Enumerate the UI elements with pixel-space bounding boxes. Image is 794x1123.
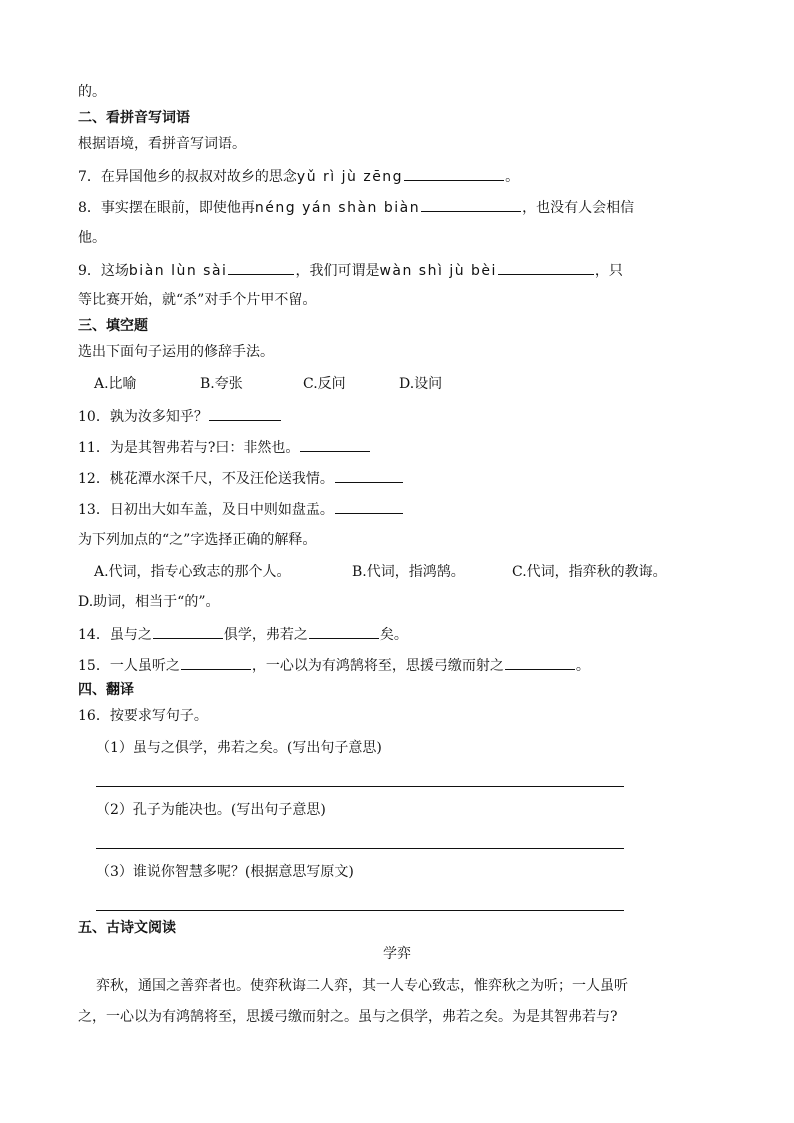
passage-line-1: 弈秋，通国之善弈者也。使弈秋诲二人弈，其一人专心致志，惟弈秋之为听；一人虽听 [96,978,628,994]
answer-blank[interactable] [228,260,294,275]
pinyin: biàn lùn sài [128,263,228,279]
question-12: 12．桃花潭水深千尺，不及汪伦送我情。 [78,468,404,489]
section-3-instruction-2: 为下列加点的“之”字选择正确的解释。 [78,532,317,548]
passage-title: 学弈 [383,946,411,962]
question-16: 16．按要求写句子。 [78,708,208,724]
question-9: 9．这场biàn lùn sài ，我们可谓是wàn shì jù bèi ，只 [78,260,623,281]
answer-line[interactable] [96,848,624,849]
answer-blank[interactable] [300,437,370,452]
answer-blank[interactable] [209,406,281,421]
sub-question-2: （2）孔子为能决也。(写出句子意思) [96,802,326,818]
section-3-title: 三、填空题 [78,318,148,334]
answer-blank[interactable] [335,499,403,514]
answer-line[interactable] [96,786,624,787]
sub-question-1: （1）虽与之俱学，弗若之矣。(写出句子意思) [96,740,382,756]
question-10: 10．孰为汝多知乎？ [78,406,282,427]
answer-line[interactable] [96,910,624,911]
answer-blank[interactable] [309,624,379,639]
options-zhi: A.代词，指专心致志的那个人。 B.代词，指鸿鹄。 C.代词，指弈秋的教诲。 [94,564,667,580]
options-rhetoric: A.比喻 B.夸张 C.反问 D.设问 [94,376,443,392]
section-3-instruction-1: 选出下面句子运用的修辞手法。 [78,344,274,360]
pinyin: wàn shì jù bèi [379,263,497,279]
question-11: 11．为是其智弗若与?曰：非然也。 [78,437,371,458]
question-7: 7．在异国他乡的叔叔对故乡的思念yǔ rì jù zēng 。 [78,166,519,187]
answer-blank[interactable] [421,197,521,212]
section-2-title: 二、看拼音写词语 [78,110,190,126]
question-15: 15．一人虽听之 ，一心以为有鸿鹄将至，思援弓缴而射之 。 [78,655,590,676]
question-9-cont: 等比赛开始，就“杀”对手个片甲不留。 [78,292,317,308]
question-13: 13．日初出大如车盖，及日中则如盘盂。 [78,499,404,520]
question-8-cont: 他。 [78,230,106,246]
answer-blank[interactable] [404,166,504,181]
top-fragment: 的。 [78,84,106,100]
answer-blank[interactable] [335,468,403,483]
question-8: 8．事实摆在眼前，即使他再néng yán shàn biàn ，也没有人会相信 [78,197,634,218]
section-5-title: 五、古诗文阅读 [78,920,176,936]
question-14: 14．虽与之 俱学，弗若之 矣。 [78,624,408,645]
option-d: D.助词，相当于“的”。 [78,594,220,610]
answer-blank[interactable] [498,260,594,275]
answer-blank[interactable] [153,624,223,639]
passage-line-2: 之，一心以为有鸿鹄将至，思援弓缴而射之。虽与之俱学，弗若之矣。为是其智弗若与? [78,1009,618,1025]
pinyin: yǔ rì jù zēng [296,169,404,185]
answer-blank[interactable] [181,655,251,670]
sub-question-3: （3）谁说你智慧多呢？(根据意思写原文) [96,864,354,880]
section-2-instruction: 根据语境，看拼音写词语。 [78,136,246,152]
answer-blank[interactable] [505,655,575,670]
section-4-title: 四、翻译 [78,682,134,698]
pinyin: néng yán shàn biàn [254,200,421,216]
